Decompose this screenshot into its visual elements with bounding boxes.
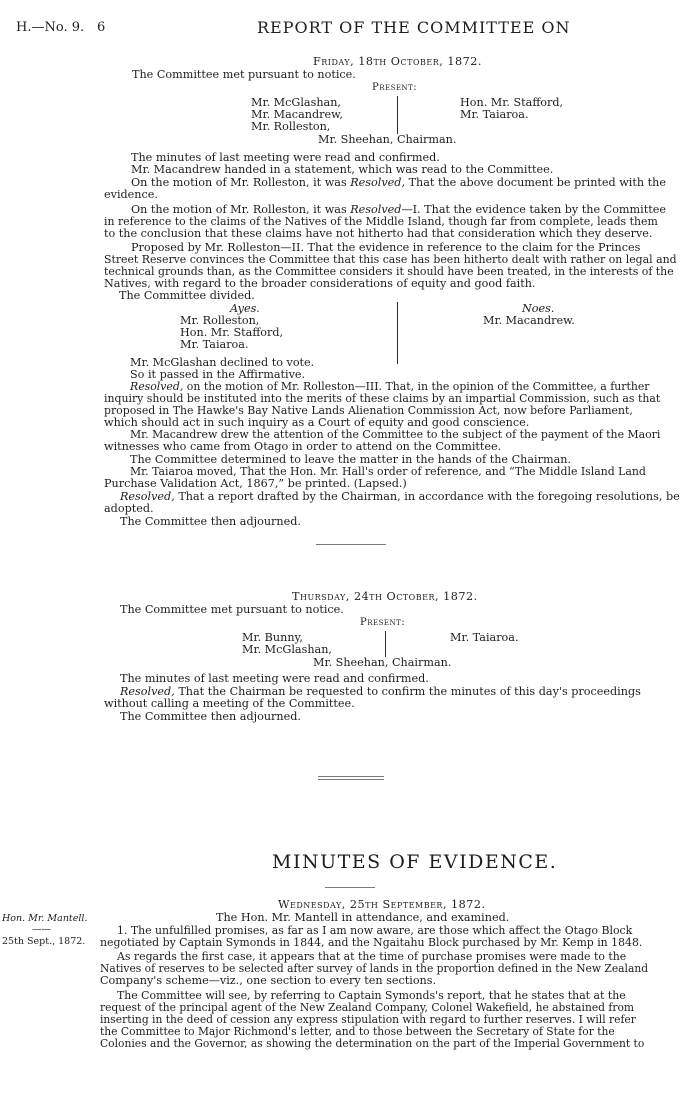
- minutes-line: Resolved, on the motion of Mr. Rolleston—III. That, in the opinion of the Committee, a further: [130, 380, 650, 393]
- chairman-line: Mr. Sheehan, Chairman.: [313, 656, 452, 669]
- margin-witness-name: Hon. Mr. Mantell.: [2, 913, 88, 924]
- section-divider: [316, 544, 386, 545]
- evidence-line: the Committee to Major Richmond's letter, and to those between the Secretary of State for the: [100, 1025, 615, 1038]
- meeting2-opening: The Committee met pursuant to notice.: [120, 603, 344, 616]
- minutes-line: without calling a meeting of the Committee.: [104, 697, 355, 710]
- minutes-line: Resolved, That a report drafted by the Chairman, in accordance with the foregoing resolutions, be: [120, 490, 680, 503]
- evidence-line: Company's scheme—viz., one section to every ten sections.: [100, 974, 437, 987]
- minutes-line: Mr. Macandrew handed in a statement, which was read to the Committee.: [131, 163, 554, 176]
- minutes-line: On the motion of Mr. Rolleston, it was Resolved, That the above document be printed with the: [131, 176, 666, 189]
- minutes-line: The minutes of last meeting were read and confirmed.: [131, 151, 440, 164]
- minutes-line: to the conclusion that these claims have not hitherto had that consideration which they deserve.: [104, 227, 653, 240]
- running-title: REPORT OF THE COMMITTEE ON: [257, 18, 571, 37]
- minutes-line: in reference to the claims of the Natives of the Middle Island, though far from complete, leads them: [104, 215, 658, 228]
- minutes-line: Mr. Taiaroa moved, That the Hon. Mr. Hall's order of reference, and “The Middle Island Land: [130, 465, 646, 478]
- member-name: Mr. Taiaroa.: [450, 631, 519, 644]
- minutes-line: technical grounds than, as the Committee considers it should have been treated, in the interests of the: [104, 265, 674, 278]
- minutes-line: Street Reserve convinces the Committee that this case has been hitherto dealt with rather on legal and: [104, 253, 677, 266]
- aye-name: Mr. Taiaroa.: [180, 338, 249, 351]
- evidence-line: request of the principal agent of the New Zealand Company, Colonel Wakefield, he abstained from: [100, 1001, 635, 1014]
- member-name: Mr. Macandrew,: [251, 108, 343, 121]
- noes-label: Noes.: [522, 302, 555, 315]
- minutes-line: On the motion of Mr. Rolleston, it was Resolved—I. That the evidence taken by the Committee: [131, 203, 666, 216]
- minutes-line: The minutes of last meeting were read and confirmed.: [120, 672, 429, 685]
- minutes-line: Mr. Macandrew drew the attention of the Committee to the subject of the payment of the Maori: [130, 428, 661, 441]
- minutes-line: adopted.: [104, 502, 154, 515]
- minutes-line: The Committee divided.: [119, 289, 255, 302]
- column-divider: [397, 302, 398, 364]
- minutes-line: The Committee then adjourned.: [120, 515, 301, 528]
- ayes-label: Ayes.: [230, 302, 260, 315]
- minutes-line: The Committee determined to leave the matter in the hands of the Chairman.: [130, 453, 571, 466]
- section-divider: [325, 887, 375, 888]
- column-divider: [385, 631, 386, 657]
- section-divider: [318, 776, 384, 777]
- meeting1-opening: The Committee met pursuant to notice.: [132, 68, 356, 81]
- minutes-line: So it passed in the Affirmative.: [130, 368, 306, 381]
- section-divider: [318, 779, 384, 780]
- member-name: Mr. Taiaroa.: [460, 108, 529, 121]
- noe-name: Mr. Macandrew.: [483, 314, 575, 327]
- minutes-line: The Committee then adjourned.: [120, 710, 301, 723]
- member-name: Mr. Rolleston,: [251, 120, 331, 133]
- margin-dash: ——: [32, 924, 51, 935]
- minutes-line: Resolved, That the Chairman be requested to confirm the minutes of this day's proceedings: [120, 685, 641, 698]
- evidence-date: Wednesday, 25th September, 1872.: [278, 898, 486, 911]
- member-name: Hon. Mr. Stafford,: [460, 96, 564, 109]
- aye-name: Hon. Mr. Stafford,: [180, 326, 284, 339]
- meeting1-present-label: Present:: [372, 82, 418, 93]
- minutes-line: inquiry should be instituted into the merits of these claims by an impartial Commission, such as that: [104, 392, 661, 405]
- evidence-title: MINUTES OF EVIDENCE.: [272, 851, 558, 873]
- column-divider: [397, 96, 398, 134]
- minutes-line: Purchase Validation Act, 1867,” be printed. (Lapsed.): [104, 477, 407, 490]
- page-number: 6: [97, 20, 106, 35]
- evidence-line: Colonies and the Governor, as showing the determination on the part of the Imperial Government to: [100, 1037, 645, 1050]
- member-name: Mr. McGlashan,: [242, 643, 332, 656]
- evidence-line: As regards the first case, it appears that at the time of purchase promises were made to the: [117, 950, 627, 963]
- minutes-line: proposed in The Hawke's Bay Native Lands Alienation Commission Act, now before Parliament,: [104, 404, 633, 417]
- aye-name: Mr. Rolleston,: [180, 314, 260, 327]
- minutes-line: Natives, with regard to the broader considerations of equity and good faith.: [104, 277, 536, 290]
- chairman-line: Mr. Sheehan, Chairman.: [318, 133, 457, 146]
- evidence-line: 1. The unfulfilled promises, as far as I am now aware, are those which affect the Otago Block: [117, 924, 633, 937]
- margin-date: 25th Sept., 1872.: [2, 936, 86, 947]
- minutes-line: Mr. McGlashan declined to vote.: [130, 356, 315, 369]
- meeting2-date: Thursday, 24th October, 1872.: [292, 590, 478, 603]
- minutes-line: Proposed by Mr. Rolleston—II. That the evidence in reference to the claim for the Princes: [131, 241, 641, 254]
- member-name: Mr. Bunny,: [242, 631, 303, 644]
- meeting1-date: Friday, 18th October, 1872.: [313, 55, 482, 68]
- member-name: Mr. McGlashan,: [251, 96, 341, 109]
- evidence-line: negotiated by Captain Symonds in 1844, and the Ngaitahu Block purchased by Mr. Kemp in 1848.: [100, 936, 643, 949]
- evidence-line: Natives of reserves to be selected after survey of lands in the proportion defined in the New Zealand: [100, 962, 649, 975]
- minutes-line: which should act in such inquiry as a Court of equity and good conscience.: [104, 416, 530, 429]
- evidence-line: inserting in the deed of cession any express stipulation with regard to further reserves. I will refer: [100, 1013, 636, 1026]
- meeting2-present-label: Present:: [360, 617, 406, 628]
- evidence-line: The Committee will see, by referring to Captain Symonds's report, that he states that at the: [117, 989, 626, 1002]
- document-reference: H.—No. 9.: [16, 20, 85, 35]
- minutes-line: witnesses who came from Otago in order to attend on the Committee.: [104, 440, 502, 453]
- minutes-line: evidence.: [104, 188, 158, 201]
- witness-line: The Hon. Mr. Mantell in attendance, and examined.: [216, 911, 510, 924]
